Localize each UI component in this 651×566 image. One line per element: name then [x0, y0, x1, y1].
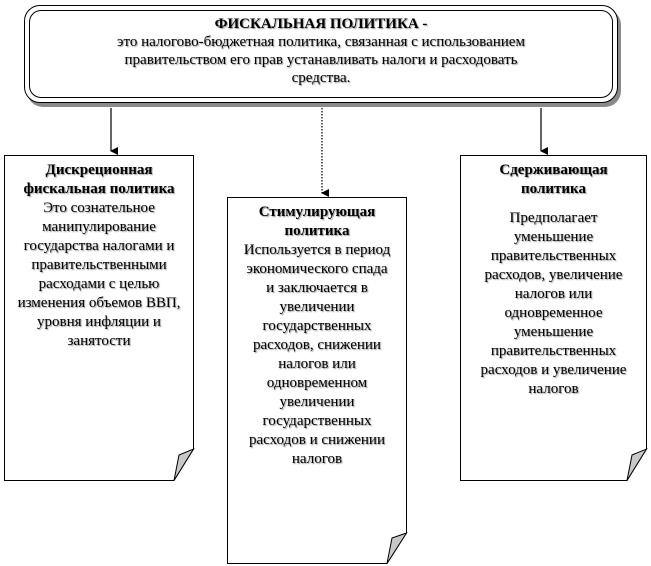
- card-discretionary: [4, 155, 194, 481]
- definition-text: [37, 15, 605, 87]
- definition-line-2: правительством его прав устанавливать налоги и расходовать: [124, 52, 518, 68]
- card-stimulating-heading: Стимулирующая политика: [258, 204, 376, 239]
- definition-box: [24, 5, 618, 103]
- definition-title: ФИСКАЛЬНАЯ ПОЛИТИКА -: [214, 16, 428, 32]
- card-restraining-heading: Сдерживающая политика: [499, 162, 608, 197]
- definition-line-1: это налогово-бюджетная политика, связанная с использованием: [117, 34, 525, 50]
- definition-line-3: средства.: [291, 70, 351, 86]
- card-stimulating-body: Используется в период экономического спада и заключается в увеличении государственных расходов, снижении налогов или одновременном увеличении государственных расходов и снижении налогов: [243, 242, 391, 467]
- card-restraining-body: Предполагает уменьшение правительственных расходов, увеличение налогов или одновременное уменьшение правительственных расходов и увеличение налогов: [480, 210, 627, 397]
- card-discretionary-body: Это сознательное манипулирование государства налогами и правительственными расходами с целью изменения объемов ВВП, уровня инфляции и занятости: [17, 200, 181, 349]
- card-restraining: [460, 155, 647, 481]
- card-discretionary-heading: Дискреционная фискальная политика: [23, 162, 175, 197]
- card-stimulating: [227, 197, 407, 564]
